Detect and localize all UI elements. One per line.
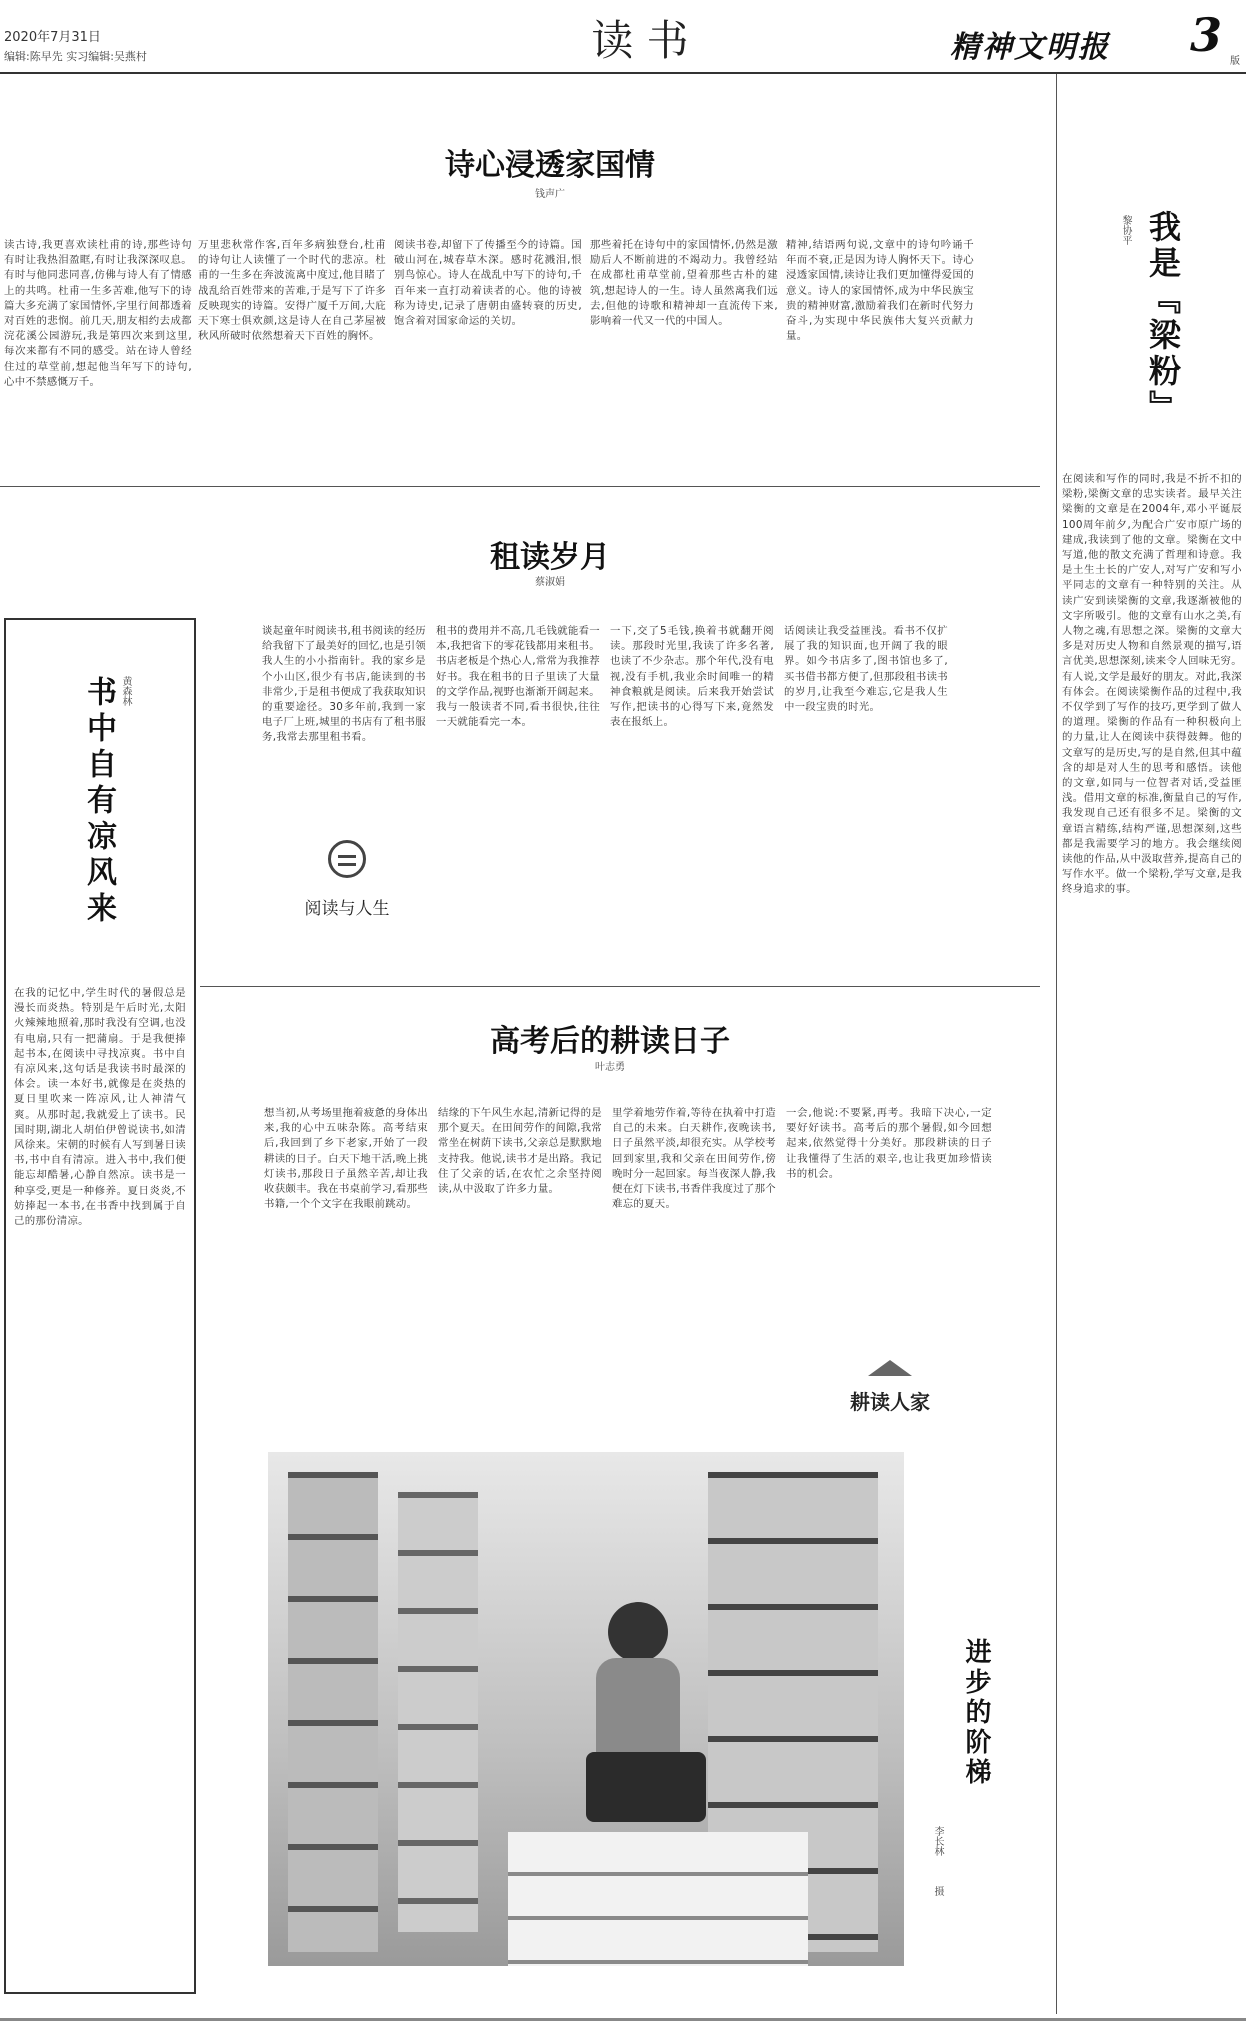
gaokao-col-3: 里学着地劳作着,等待在执着中打造自己的未来。白天耕作,夜晚读书,日子虽然平淡,却很充实。从学校考回到家里,我和父亲在田间劳作,傍晚时分一起回家。每当夜深人静,我便在灯下读书,书香伴我度过了那个难忘的夏天。: [612, 1107, 776, 1211]
page-number: 3: [1190, 8, 1223, 62]
cool-title: 书中自有凉风来: [81, 676, 116, 928]
header-editors: 编辑:陈早先 实习编辑:吴燕村: [4, 50, 147, 63]
poem-col-4: 那些着托在诗句中的家国情怀,仍然是激励后人不断前进的不竭动力。我曾经站在成都杜甫草堂前,望着那些古朴的建筑,想起诗人的一生。诗人虽然离我们远去,但他的诗歌和精神却一直流传下来,影响着一代又一代的中国人。: [590, 239, 778, 328]
footer-rule: [0, 2018, 1246, 2021]
stairs-credit: 摄: [932, 1886, 943, 1896]
header-date: 2020年7月31日: [4, 30, 101, 45]
rent-col-2: 租书的费用并不高,几毛钱就能看一本,我把省下的零花钱都用来租书。书店老板是个热心人,常常为我推荐好书。我在租书的日子里读了大量的文学作品,视野也渐渐开阔起来。我与一般读者不同,看书很快,往往一天就能看完一本。: [436, 625, 600, 729]
stairs-author: 李长林: [932, 1826, 943, 1856]
rent-col-4: 话阅读让我受益匪浅。看书不仅扩展了我的知识面,也开阔了我的眼界。如今书店多了,图书馆也多了,买书借书都方便了,但那段租书读书的岁月,让我至今难忘,它是我人生中一段宝贵的时光。: [784, 625, 948, 714]
poem-col-3: 阅读书卷,却留下了传播至今的诗篇。国破山河在,城春草木深。感时花溅泪,恨别鸟惊心。诗人在战乱中写下的诗句,千百年来一直打动着读者的心。他的诗被称为诗史,记录了唐朝由盛转衰的历史,饱含着对国家命运的关切。: [394, 239, 582, 328]
rent-col-3: 一下,交了5毛钱,换着书就翻开阅读。那段时光里,我读了许多名著,也读了不少杂志。那个年代,没有电视,没有手机,我业余时间唯一的精神食粮就是阅读。后来我开始尝试写作,把读书的心得写下来,竟然发表在报纸上。: [610, 625, 774, 729]
book-icon: [328, 840, 366, 878]
farming-reading-label: 耕读人家: [850, 1390, 930, 1414]
stairs-title: 进步的阶梯: [961, 1638, 991, 1788]
paper-name: 精神文明报: [950, 30, 1110, 65]
liang-text: 在阅读和写作的同时,我是不折不扣的梁粉,梁衡文章的忠实读者。最早关注梁衡的文章是在2004年,邓小平诞辰100周年前夕,为配合广安市原广场的建成,我读到了他的文章。梁衡在文中写道,他的散文充满了哲理和诗意。我是土生土长的广安人,对写广安和写小平同志的文章有一种特别的关注。从读广安到读梁衡的文章,我逐渐被他的文字所吸引。他的文章有山水之美,有人物之魂,有思想之深。梁衡的文章大多是对历史人物和自然景观的描写,语言优美,思想深刻,读来令人回味无穷。有人说,文学是最好的朋友。对此,我深有体会。在阅读梁衡作品的过程中,我不仅学到了写作的技巧,更学到了做人的道理。梁衡的作品有一种积极向上的力量,让人在阅读中获得鼓舞。他的文章写的是历史,写的是自然,但其中蕴含的却是对人生的思考和感悟。读他的文章,如同与一位智者对话,受益匪浅。借用文章的标准,衡量自己的写作,我发现自己还有很多不足。梁衡的文章语言精练,结构严谨,思想深刻,这些都是我需要学习的地方。我会继续阅读他的作品,从中汲取营养,提高自己的写作水平。做一个梁粉,学写文章,是我终身追求的事。: [1062, 473, 1242, 896]
poem-col-2: 万里悲秋常作客,百年多病独登台,杜甫的诗句让人读懂了一个时代的悲凉。杜甫的一生多在奔波流离中度过,他目睹了战乱给百姓带来的苦难,于是写下了许多反映现实的诗篇。安得广厦千万间,大庇天下寒士俱欢颜,这是诗人在自己茅屋被秋风所破时依然想着天下百姓的胸怀。: [198, 239, 386, 343]
poem-col-5: 精神,结语两句说,文章中的诗句吟诵千年而不衰,正是因为诗人胸怀天下。诗心浸透家国情,读诗让我们更加懂得爱国的意义。诗人的家国情怀,成为中华民族宝贵的精神财富,激励着我们在新时代努力奋斗,为实现中华民族伟大复兴贡献力量。: [786, 239, 974, 343]
poem-col-1: 读古诗,我更喜欢读杜甫的诗,那些诗句有时让我热泪盈眶,有时让我深深叹息。有时与他同悲同喜,仿佛与诗人有了情感上的共鸣。杜甫一生多苦难,他写下的诗篇大多充满了家国情怀,字里行间都透着对百姓的悲悯。前几天,朋友相约去成都浣花溪公园游玩,我是第四次来到这里,每次来都有不同的感受。站在诗人曾经住过的草堂前,想起他当年写下的诗句,心中不禁感慨万千。: [4, 239, 192, 388]
farming-reading-emblem: [810, 1360, 970, 1430]
rent-bottom-rule: [200, 986, 1040, 987]
gaokao-title: 高考后的耕读日子: [490, 1024, 730, 1059]
right-col-rule: [1056, 74, 1057, 2014]
reader-figure: [608, 1602, 668, 1662]
gaokao-author: 叶志勇: [595, 1062, 625, 1073]
bookstore-photo: [268, 1452, 904, 1966]
liang-title: 我是『梁粉』: [1144, 210, 1182, 426]
gaokao-col-1: 想当初,从考场里拖着疲惫的身体出来,我的心中五味杂陈。高考结束后,我回到了乡下老家,开始了一段耕读的日子。白天下地干活,晚上挑灯读书,那段日子虽然辛苦,却让我收获颇丰。我在书桌前学习,看那些书籍,一个个文字在我眼前跳动。: [264, 1107, 428, 1211]
rent-col-1: 谈起童年时阅读书,租书阅读的经历给我留下了最美好的回忆,也是引领我人生的小小指南针。我的家乡是个小山区,很少有书店,能读到的书非常少,于是租书便成了我获取知识的重要途径。30多年前,我到一家电子厂上班,城里的书店有了租书服务,我常去那里租书看。: [262, 625, 426, 744]
liang-author: 黎协平: [1120, 215, 1131, 245]
section-title: 读 书: [591, 16, 689, 65]
reading-life-emblem: [268, 834, 426, 930]
rent-author: 蔡淑娟: [535, 577, 565, 588]
poem-author: 钱声广: [535, 189, 565, 200]
page-label: 版: [1230, 56, 1240, 67]
rent-title: 租读岁月: [490, 540, 610, 575]
gaokao-col-2: 结缘的下午风生水起,清新记得的是那个夏天。在田间劳作的间隙,我常常坐在树荫下读书,父亲总是默默地支持我。他说,读书才是出路。我记住了父亲的话,在农忙之余坚持阅读,从中汲取了许多力量。: [438, 1107, 602, 1196]
reading-life-label: 阅读与人生: [304, 899, 390, 919]
gaokao-col-4: 一会,他说:不要紧,再考。我暗下决心,一定要好好读书。高考后的那个暑假,如今回想起来,依然觉得十分美好。那段耕读的日子让我懂得了生活的艰辛,也让我更加珍惜读书的机会。: [786, 1107, 992, 1180]
cool-author: 黄森林: [120, 676, 131, 706]
poem-bottom-rule: [0, 486, 1040, 487]
house-icon: [868, 1360, 912, 1376]
cool-text: 在我的记忆中,学生时代的暑假总是漫长而炎热。特别是午后时光,太阳火辣辣地照着,那时我没有空调,也没有电扇,只有一把蒲扇。于是我便捧起书本,在阅读中寻找凉爽。书中自有凉风来,这句话是我读书时最深的体会。读一本好书,就像是在炎热的夏日里吹来一阵凉风,让人神清气爽。从那时起,我就爱上了读书。民国时期,湖北人胡伯伊曾说读书,如清风徐来。宋朝的时候有人写到暑日读书,书中自有清凉。进入书中,我们便能忘却酷暑,心静自然凉。读书是一种享受,更是一种修养。夏日炎炎,不妨捧起一本书,在书香中找到属于自己的那份清凉。: [14, 987, 186, 1228]
header-rule: [0, 72, 1246, 74]
poem-title: 诗心浸透家国情: [445, 148, 655, 183]
